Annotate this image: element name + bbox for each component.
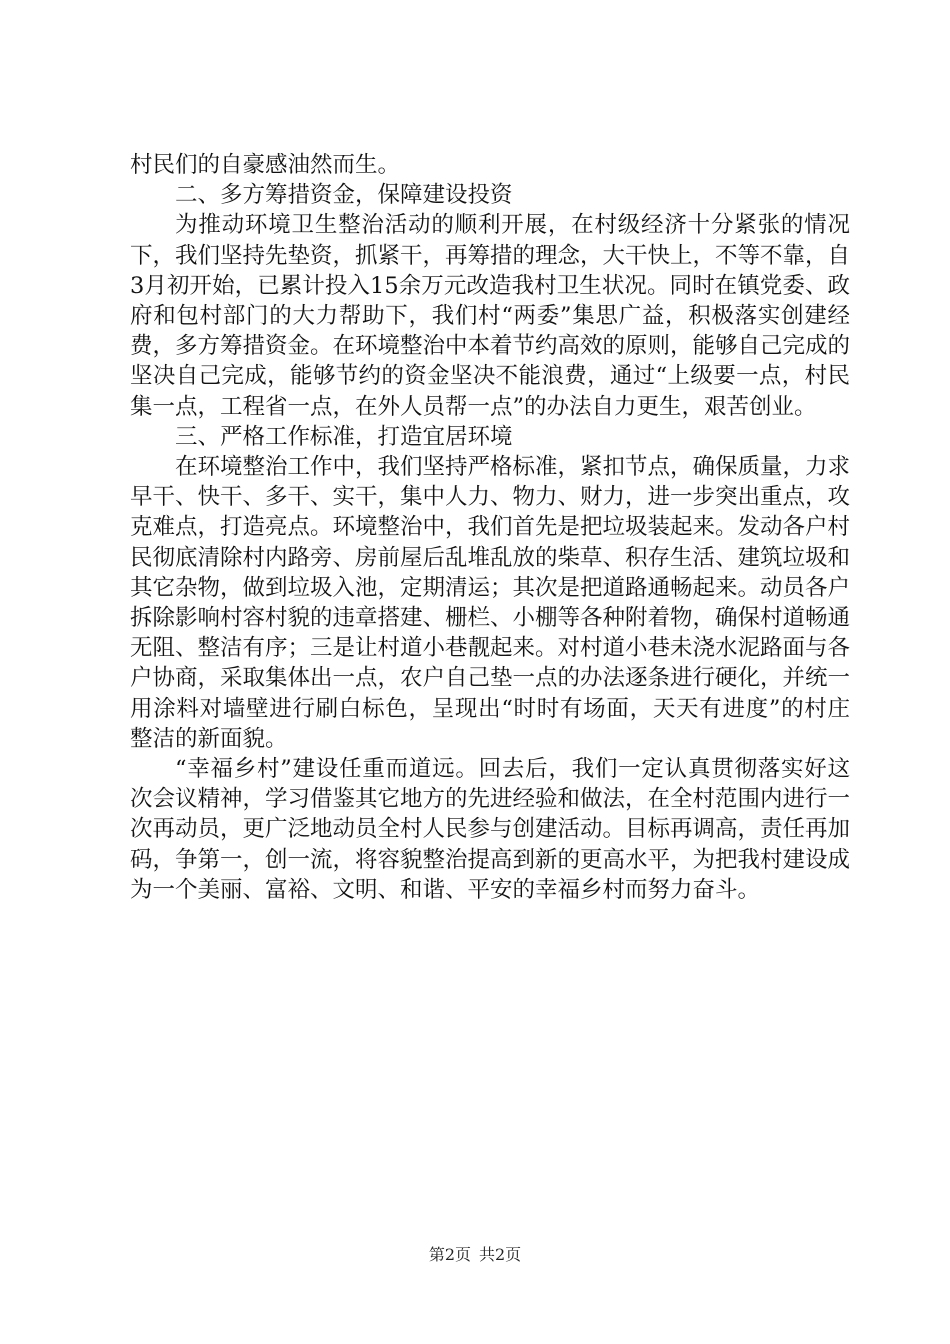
paragraph-conclusion: “幸福乡村”建设任重而道远。回去后，我们一定认真贯彻落实好这次会议精神，学习借鉴其它地方的先进经验和做法，在全村范围内进行一次再动员，更广泛地动员全村人民参与创建活动。目标再调高，责任再加码，争第一，创一流，将容貌整治提高到新的更高水平，为把我村建设成为一个美丽、富裕、文明、和谐、平安的幸福乡村而努力奋斗。 [130,756,851,903]
page-footer [0,1242,950,1265]
page-number-total: 共2页 [479,1245,522,1264]
page-number-current: 第2页 [428,1245,471,1264]
document-body [130,150,850,905]
paragraph-standards: 在环境整治工作中，我们坚持严格标准，紧扣节点，确保质量，力求早干、快干、多干、实干，集中人力、物力、财力，进一步突出重点，攻克难点，打造亮点。环境整治中，我们首先是把垃圾装起来。发动各户村民彻底清除村内路旁、房前屋后乱堆乱放的柴草、积存生活、建筑垃圾和其它杂物，做到垃圾入池，定期清运；其次是把道路通畅起来。动员各户拆除影响村容村貌的违章搭建、栅栏、小棚等各种附着物，确保村道畅通无阻、整洁有序；三是让村道小巷靓起来。对村道小巷未浇水泥路面与各户协商，采取集体出一点，农户自己垫一点的办法逐条进行硬化，并统一用涂料对墙壁进行刷白标色，呈现出“时时有场面，天天有进度”的村庄整洁的新面貌。 [130,454,851,752]
paragraph-funding: 为推动环境卫生整治活动的顺利开展，在村级经济十分紧张的情况下，我们坚持先垫资，抓紧干，再筹措的理念，大干快上，不等不靠，自3月初开始，已累计投入15余万元改造我村卫生状况。同时在镇党委、政府和包村部门的大力帮助下，我们村“两委”集思广益，积极落实创建经费，多方筹措资金。在环境整治中本着节约高效的原则，能够自己完成的坚决自己完成，能够节约的资金坚决不能浪费，通过“上级要一点，村民集一点，工程省一点，在外人员帮一点”的办法自力更生，艰苦创业。 [130,212,851,420]
paragraph-continuation: 村民们的自豪感油然而生。 [130,152,401,178]
section-heading-funding: 二、多方筹措资金，保障建设投资 [175,182,513,209]
section-heading-standards: 三、严格工作标准，打造宜居环境 [175,423,513,450]
